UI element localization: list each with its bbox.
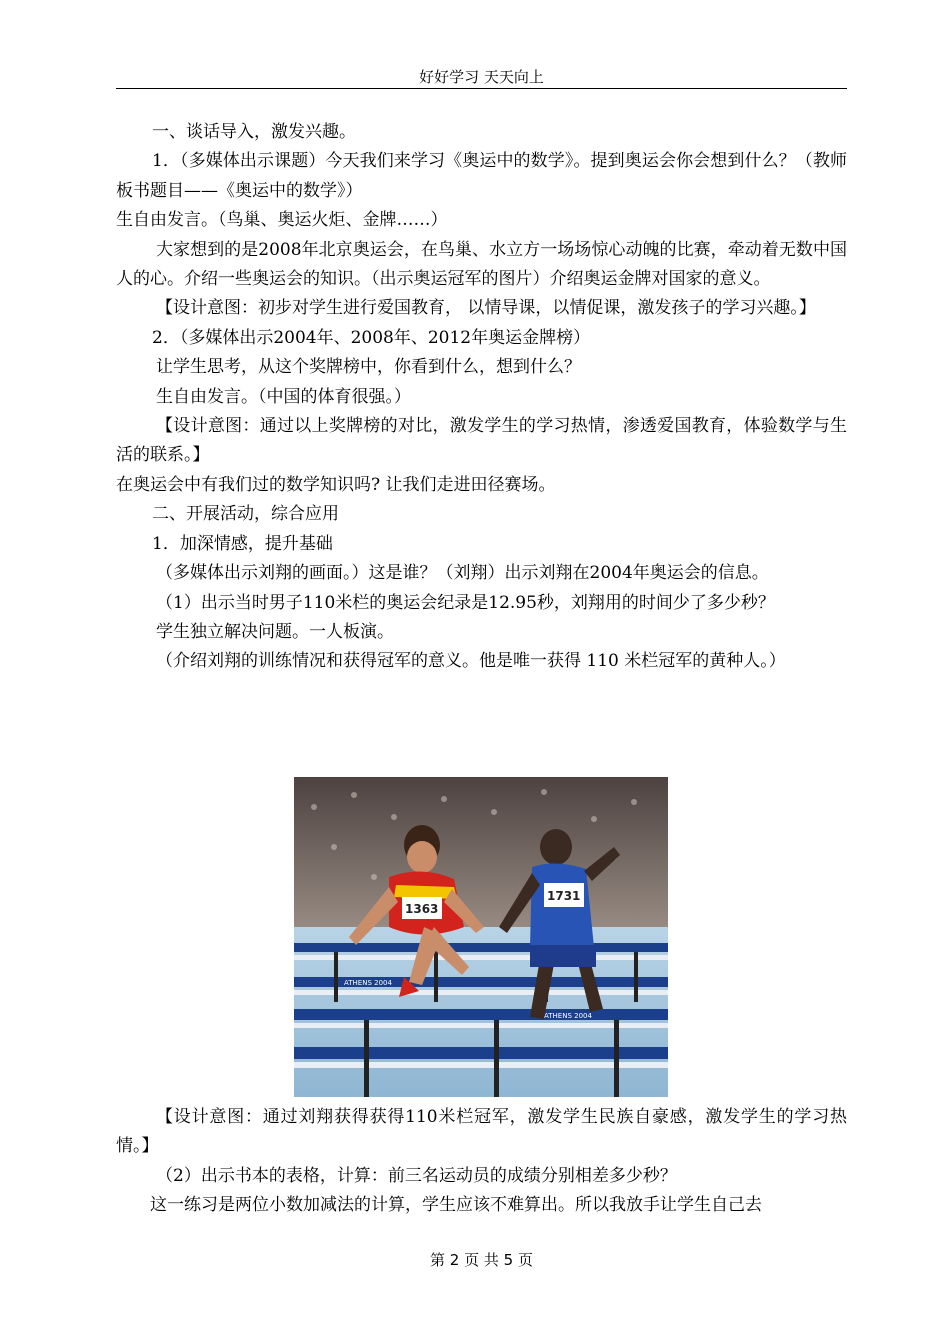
- page-header: 好好学习 天天向上: [419, 68, 544, 86]
- design-intent: 【设计意图：通过以上奖牌榜的对比，激发学生的学习热情，渗透爱国教育，体验数学与生活的联系。】: [116, 416, 847, 466]
- paragraph: 这一练习是两位小数加减法的计算，学生应该不难算出。所以我放手让学生自己去: [150, 1195, 762, 1216]
- hurdles-illustration: [294, 777, 668, 1097]
- paragraph: （2）出示书本的表格，计算：前三名运动员的成绩分别相差多少秒？: [156, 1165, 677, 1186]
- section-heading-1: 一、谈话导入，激发兴趣。: [152, 122, 356, 142]
- document-body: [116, 118, 847, 677]
- design-intent: 【设计意图：通过刘翔获得获得110米栏冠军，激发学生民族自豪感，激发学生的学习热情。】: [116, 1107, 847, 1157]
- hurdles-photo: [294, 777, 668, 1097]
- header-rule: [116, 88, 847, 89]
- document-body-continued: [116, 1103, 847, 1221]
- paragraph: （介绍刘翔的训练情况和获得冠军的意义。他是唯一获得 110 米栏冠军的黄种人。）: [156, 651, 786, 672]
- paragraph: 学生独立解决问题。一人板演。: [156, 621, 394, 642]
- paragraph: 生自由发言。（中国的体育很强。）: [156, 386, 411, 407]
- paragraph: 2．（多媒体出示2004年、2008年、2012年奥运金牌榜）: [152, 327, 591, 348]
- paragraph: 1．（多媒体出示课题）今天我们来学习《奥运中的数学》。提到奥运会你会想到什么？（教师板书题目——《奥运中的数学》）: [116, 151, 847, 201]
- section-heading-2: 二、开展活动，综合应用: [152, 504, 339, 525]
- paragraph: 让学生思考，从这个奖牌榜中，你看到什么，想到什么？: [156, 357, 581, 378]
- paragraph: （1）出示当时男子110米栏的奥运会纪录是12.95秒，刘翔用的时间少了多少秒？: [156, 592, 775, 613]
- design-intent: 【设计意图：初步对学生进行爱国教育， 以情导课，以情促课，激发孩子的学习兴趣。】: [156, 298, 816, 319]
- banner-label: ATHENS 2004: [544, 1012, 592, 1020]
- subsection-heading: 1．加深情感，提升基础: [152, 533, 333, 554]
- bib-number: 1363: [405, 902, 439, 916]
- bib-number: 1731: [547, 889, 581, 903]
- paragraph: 在奥运会中有我们过的数学知识吗? 让我们走进田径赛场。: [116, 474, 556, 495]
- page-footer: 第 2 页 共 5 页: [430, 1251, 533, 1269]
- banner-label: ATHENS 2004: [344, 979, 392, 987]
- paragraph: （多媒体出示刘翔的画面。）这是谁？（刘翔）出示刘翔在2004年奥运会的信息。: [156, 563, 769, 584]
- paragraph: 生自由发言。（鸟巢、奥运火炬、金牌……）: [116, 210, 448, 231]
- paragraph: 大家想到的是2008年北京奥运会，在鸟巢、水立方一场场惊心动魄的比赛，牵动着无数中国人的心。介绍一些奥运会的知识。（出示奥运冠军的图片）介绍奥运金牌对国家的意义。: [116, 239, 847, 290]
